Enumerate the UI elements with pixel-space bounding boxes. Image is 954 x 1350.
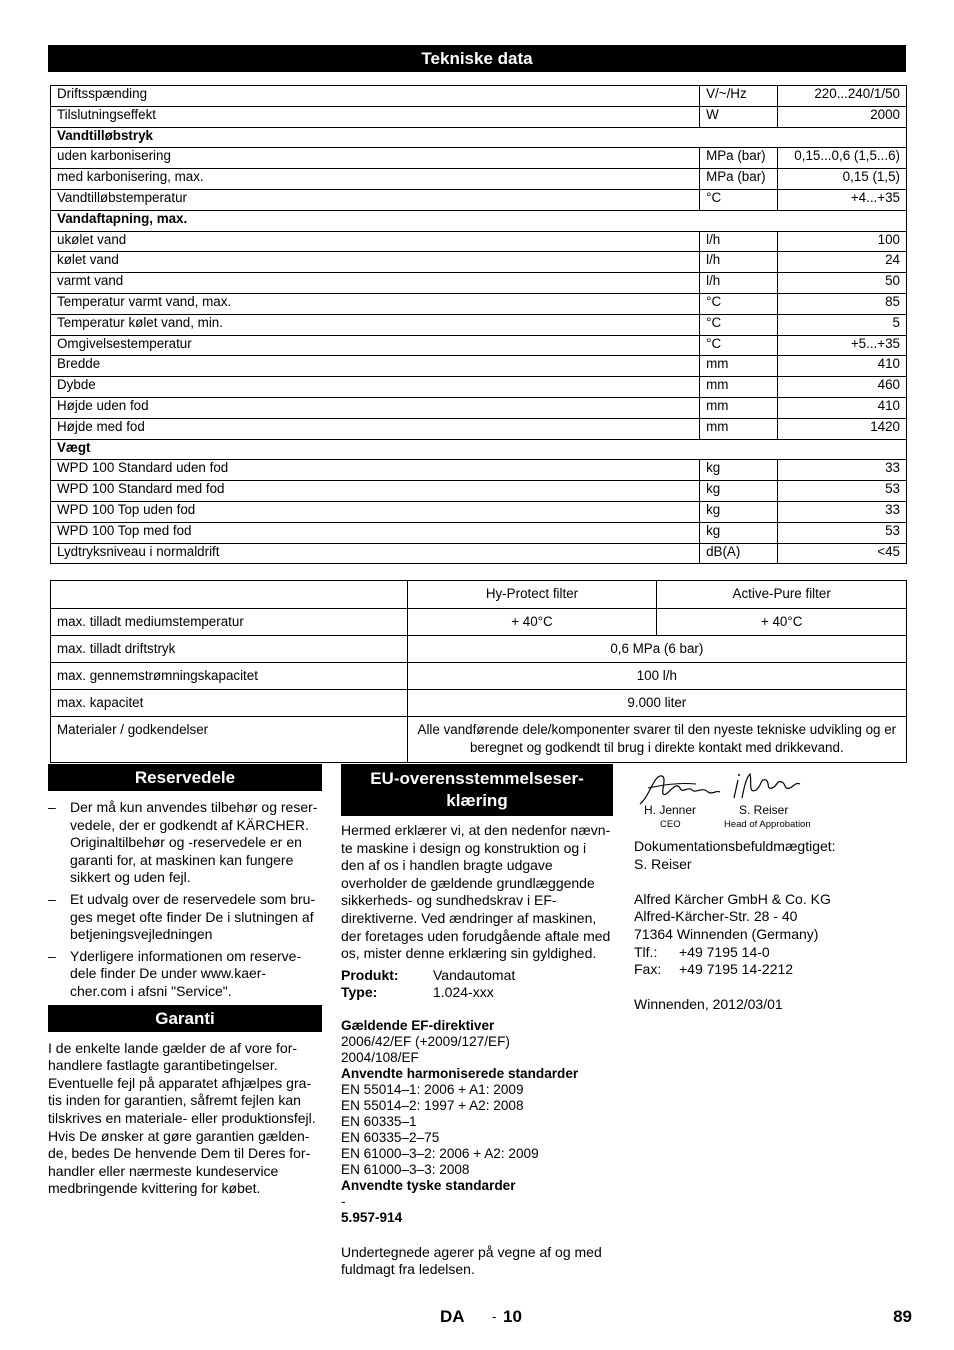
table-row [51, 439, 907, 460]
row-label: ukølet vand [51, 231, 700, 252]
row-value: 50 [778, 273, 907, 294]
row-label: max. tilladt mediumstemperatur [51, 609, 408, 636]
row-label: uden karbonisering [51, 148, 700, 169]
table-row [51, 481, 907, 502]
row-unit: mm [700, 377, 778, 398]
list-item: – Der må kun anvendes tilbehør og reser-vedele, der er godkendt af KÄRCHER. Originaltilbehør og -reservedele er en garanti for, at maskinen kan fungere sikkert og uden fejl. [48, 799, 318, 886]
table-row [51, 690, 907, 717]
table-row [51, 418, 907, 439]
row-label: Dybde [51, 377, 700, 398]
table-row [51, 273, 907, 294]
row-unit: dB(A) [700, 543, 778, 564]
page-title: Tekniske data [48, 45, 906, 72]
table-row [51, 127, 907, 148]
table-row [51, 231, 907, 252]
footer-dash: - [492, 1309, 497, 1324]
signer-title-1: CEO [660, 819, 681, 830]
footer-section-page: 10 [503, 1307, 522, 1326]
footer-language: DA [440, 1307, 465, 1326]
row-value: 0,15 (1,5) [778, 169, 907, 190]
row-value: 220...240/1/50 [778, 86, 907, 107]
row-value: 33 [778, 460, 907, 481]
row-label: WPD 100 Standard uden fod [51, 460, 700, 481]
row-value: 24 [778, 252, 907, 273]
table-row [51, 335, 907, 356]
row-unit: V/~/Hz [700, 86, 778, 107]
row-value: 410 [778, 397, 907, 418]
row-value: <45 [778, 543, 907, 564]
row-label: WPD 100 Top uden fod [51, 501, 700, 522]
row-unit: l/h [700, 252, 778, 273]
row-unit: W [700, 106, 778, 127]
row-label: kølet vand [51, 252, 700, 273]
eu-heading: EU-overensstemmelseser- klæring [341, 764, 613, 816]
table-row [51, 609, 907, 636]
row-unit: kg [700, 481, 778, 502]
header-cell: Hy-Protect filter [407, 581, 657, 609]
contact-block: Dokumentationsbefuldmægtiget: S. Reiser Alfred Kärcher GmbH & Co. KG Alfred-Kärcher-Str. 28 - 40 71364 Winnenden (Germany) Tlf.: +49 7195 14-0 Fax: +49 7195 14-2212 Winnenden, 2012/03/01 [634, 838, 836, 1013]
footer-page-number: 89 [893, 1307, 912, 1326]
table-row [51, 148, 907, 169]
table-row [51, 501, 907, 522]
row-value: 410 [778, 356, 907, 377]
row-label: Driftsspænding [51, 86, 700, 107]
signature-area [634, 764, 906, 832]
cell-value: + 40°C [657, 609, 907, 636]
table-row [51, 636, 907, 663]
row-label: Vandtilløbstemperatur [51, 189, 700, 210]
table-row [51, 314, 907, 335]
table-row [51, 543, 907, 564]
row-label: med karbonisering, max. [51, 169, 700, 190]
table-row [51, 356, 907, 377]
row-label: Bredde [51, 356, 700, 377]
filter-table [50, 580, 907, 763]
row-value: 53 [778, 481, 907, 502]
table-row [51, 522, 907, 543]
row-label: WPD 100 Top med fod [51, 522, 700, 543]
row-value: 53 [778, 522, 907, 543]
signature-reiser-icon [730, 768, 804, 804]
row-value: 2000 [778, 106, 907, 127]
row-label: Materialer / godkendelser [51, 717, 408, 763]
table-row [51, 189, 907, 210]
row-unit: mm [700, 356, 778, 377]
product-info: Produkt: Vandautomat Type: 1.024-xxx [341, 966, 516, 1000]
right-column [634, 764, 906, 1014]
cell-value: + 40°C [407, 609, 657, 636]
row-label: Temperatur varmt vand, max. [51, 293, 700, 314]
table-row [51, 581, 907, 609]
reservedele-heading: Reservedele [48, 764, 322, 791]
signer-title-2: Head of Approbation [724, 819, 811, 830]
cell-value: 0,6 MPa (6 bar) [407, 636, 906, 663]
table-row [51, 397, 907, 418]
table-row [51, 717, 907, 763]
table-row [51, 210, 907, 231]
group-heading: Vægt [51, 439, 907, 460]
directives-block: Gældende EF-direktiver 2006/42/EF (+2009/127/EF) 2004/108/EF Anvendte harmoniserede standarder EN 55014–1: 2006 + A1: 2009 EN 55014–2: 1997 + A2: 2008 EN 60335–1 EN 60335–2–75 EN 61000–3–2: 2006 + A2: 2009 EN 61000–3–3: 2008 Anvendte tyske standarder - 5.957-914 [341, 1017, 579, 1225]
table-row [51, 169, 907, 190]
row-value: 0,15...0,6 (1,5...6) [778, 148, 907, 169]
table-row [51, 106, 907, 127]
row-unit: °C [700, 189, 778, 210]
row-unit: kg [700, 522, 778, 543]
table-row [51, 252, 907, 273]
table-row [51, 663, 907, 690]
row-value: 460 [778, 377, 907, 398]
row-label: max. kapacitet [51, 690, 408, 717]
row-value: +4...+35 [778, 189, 907, 210]
row-value: +5...+35 [778, 335, 907, 356]
table-row [51, 377, 907, 398]
eu-intro: Hermed erklærer vi, at den nedenfor nævn-te maskine i design og konstruktion og i den af os i handlen bragte udgave overholder de gældende grundlæggende sikkerheds- og sundhedskrav i EF-direktiverne. Ved ændringer af maskinen, der foretages uden forudgående aftale med os, mister denne erklæring sin gyldighed. [341, 822, 611, 962]
cell-value: 9.000 liter [407, 690, 906, 717]
row-value: 5 [778, 314, 907, 335]
row-value: 85 [778, 293, 907, 314]
group-heading: Vandaftapning, max. [51, 210, 907, 231]
row-label: Højde med fod [51, 418, 700, 439]
header-cell [51, 581, 408, 609]
row-label: Tilslutningseffekt [51, 106, 700, 127]
group-heading: Vandtilløbstryk [51, 127, 907, 148]
row-label: Lydtryksniveau i normaldrift [51, 543, 700, 564]
table-row [51, 460, 907, 481]
row-unit: °C [700, 335, 778, 356]
row-label: Temperatur kølet vand, min. [51, 314, 700, 335]
row-label: Omgivelsestemperatur [51, 335, 700, 356]
row-value: 33 [778, 501, 907, 522]
garanti-text: I de enkelte lande gælder de af vore for-handlere fastlagte garantibetingelser. Eventuelle fejl på apparatet afhjælpes gra-tis inden for garantien, såfremt fejlen kan tilskrives en materiale- eller produktionsfejl. Hvis De ønsker at gøre garantien gælden-de, bedes De henvende Dem til Deres for-handler eller nærmeste kundeservice medbringende kvittering for købet. [48, 1039, 316, 1197]
row-value: 1420 [778, 418, 907, 439]
row-label: WPD 100 Standard med fod [51, 481, 700, 502]
row-label: max. gennemstrømningskapacitet [51, 663, 408, 690]
signer-name-2: S. Reiser [739, 803, 789, 817]
row-unit: MPa (bar) [700, 169, 778, 190]
row-unit: kg [700, 460, 778, 481]
row-unit: mm [700, 397, 778, 418]
cell-value: 100 l/h [407, 663, 906, 690]
technical-data-table [50, 85, 907, 564]
row-label: varmt vand [51, 273, 700, 294]
reservedele-list [48, 799, 322, 1001]
row-unit: l/h [700, 231, 778, 252]
middle-column [341, 764, 613, 1279]
row-unit: mm [700, 418, 778, 439]
row-unit: °C [700, 293, 778, 314]
row-label: Højde uden fod [51, 397, 700, 418]
row-value: 100 [778, 231, 907, 252]
row-unit: MPa (bar) [700, 148, 778, 169]
row-label: max. tilladt driftstryk [51, 636, 408, 663]
garanti-heading: Garanti [48, 1005, 322, 1032]
list-item: – Et udvalg over de reservedele som bru-ges meget ofte finder De i slutningen af betjeningsvejledningen [48, 890, 316, 943]
list-item: – Yderligere informationen om reserve-dele finder De under www.kaer-cher.com i afsni "Service". [48, 947, 302, 999]
row-unit: °C [700, 314, 778, 335]
cell-value: Alle vandførende dele/komponenter svarer til den nyeste tekniske udvikling og er beregnet og godkendt til brug i direkte kontakt med drikkevand. [407, 717, 906, 763]
row-unit: l/h [700, 273, 778, 294]
signer-name-1: H. Jenner [644, 803, 697, 817]
table-row [51, 86, 907, 107]
left-column [48, 764, 322, 1198]
row-unit: kg [700, 501, 778, 522]
table-row [51, 293, 907, 314]
signature-note: Undertegnede agerer på vegne af og med fuldmagt fra ledelsen. [341, 1243, 602, 1278]
header-cell: Active-Pure filter [657, 581, 907, 609]
